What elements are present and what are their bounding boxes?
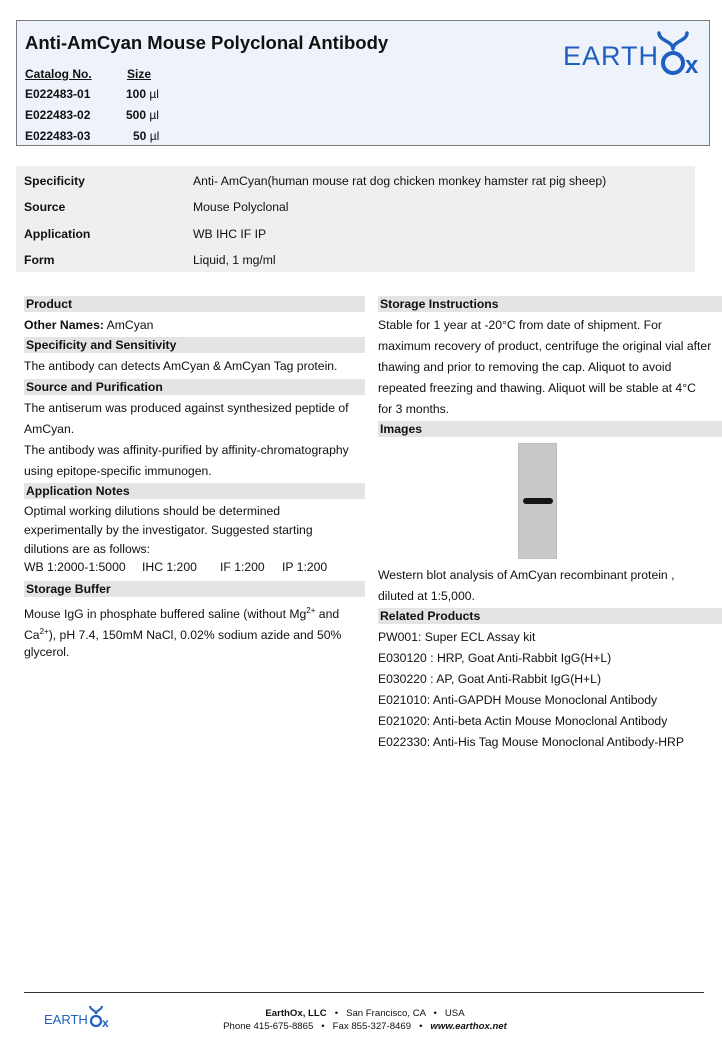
page-title: Anti-AmCyan Mouse Polyclonal Antibody <box>25 32 389 53</box>
application-text: experimentally by the investigator. Suggested starting <box>24 523 313 537</box>
size-value: 100 µl <box>126 87 159 101</box>
catalog-number: E022483-01 <box>25 87 91 101</box>
related-product: E021020: Anti-beta Actin Mouse Monoclonal Antibody <box>378 714 668 728</box>
storage-text: repeated freezing and thawing. Aliquot will be stable at 4°C <box>378 381 696 395</box>
section-header-specificity: Specificity and Sensitivity <box>24 337 365 353</box>
specificity-text: The antibody can detects AmCyan & AmCyan Tag protein. <box>24 359 338 373</box>
spec-value: Mouse Polyclonal <box>193 200 289 214</box>
section-header-images: Images <box>378 421 722 437</box>
product-header <box>16 20 710 146</box>
spec-label: Form <box>24 253 55 267</box>
section-header-storage: Storage Instructions <box>378 296 722 312</box>
application-text: Optimal working dilutions should be determined <box>24 504 281 518</box>
storage-text: Stable for 1 year at -20°C from date of shipment. For <box>378 318 662 332</box>
size-header: Size <box>127 67 152 81</box>
svg-text:x: x <box>685 52 699 79</box>
footer-logo-text: EARTH <box>44 1012 88 1027</box>
catalog-number: E022483-03 <box>25 129 91 143</box>
section-header-product: Product <box>24 296 365 312</box>
spec-value: Liquid, 1 mg/ml <box>193 253 276 267</box>
related-product: E030120 : HRP, Goat Anti-Rabbit IgG(H+L) <box>378 651 612 665</box>
footer-address: EarthOx, LLC • San Francisco, CA • USA <box>265 1008 465 1019</box>
blot-band <box>523 498 553 504</box>
application-text: dilutions are as follows: <box>24 542 150 556</box>
buffer-text: Mouse IgG in phosphate buffered saline (without $Mg^{2+}$ and <box>24 606 340 622</box>
source-text: The antibody was affinity-purified by affinity-chromatography <box>24 443 349 457</box>
section-header-application: Application Notes <box>24 483 365 499</box>
storage-text: thawing and prior to removing the cap. Aliquot to avoid <box>378 360 672 374</box>
other-names: Other Names: AmCyan <box>24 318 154 332</box>
spec-label: Specificity <box>24 174 85 188</box>
dilution-wb: WB 1:2000-1:5000 <box>24 560 126 574</box>
size-value: 50 µl <box>133 129 160 143</box>
dilution-ip: IP 1:200 <box>282 560 328 574</box>
footer-logo-mark-icon <box>90 1006 109 1030</box>
section-header-source: Source and Purification <box>24 379 365 395</box>
footer-contact: Phone 415-675-8865 • Fax 855-327-8469 • www.earthox.net <box>223 1021 507 1032</box>
logo-text: EARTH <box>563 41 660 71</box>
catalog-number: E022483-02 <box>25 108 91 122</box>
related-product: PW001: Super ECL Assay kit <box>378 630 536 644</box>
source-text: The antiserum was produced against synthesized peptide of <box>24 401 349 415</box>
spec-value: Anti- AmCyan(human mouse rat dog chicken monkey hamster rat pig sheep) <box>193 174 607 188</box>
related-product: E021010: Anti-GAPDH Mouse Monoclonal Antibody <box>378 693 658 707</box>
footer-divider <box>24 992 704 993</box>
spec-table <box>16 166 695 272</box>
catalog-header: Catalog No. <box>25 67 92 81</box>
storage-text: for 3 months. <box>378 402 450 416</box>
source-text: AmCyan. <box>24 422 75 436</box>
svg-text:x: x <box>102 1016 109 1030</box>
website-link[interactable]: www.earthox.net <box>430 1021 507 1032</box>
related-product: E030220 : AP, Goat Anti-Rabbit IgG(H+L) <box>378 672 602 686</box>
image-caption: Western blot analysis of AmCyan recombinant protein , <box>378 568 675 582</box>
related-product: E022330: Anti-His Tag Mouse Monoclonal Antibody-HRP <box>378 735 684 749</box>
section-header-buffer: Storage Buffer <box>24 581 365 597</box>
source-text: using epitope-specific immunogen. <box>24 464 212 478</box>
storage-text: maximum recovery of product, centrifuge the original vial after <box>378 339 712 353</box>
spec-value: WB IHC IF IP <box>193 227 267 241</box>
earthox-logo <box>561 27 711 83</box>
logo-mark-icon <box>659 33 699 79</box>
section-header-related: Related Products <box>378 608 722 624</box>
dilution-if: IF 1:200 <box>220 560 265 574</box>
footer-logo <box>44 1004 114 1030</box>
buffer-text: glycerol. <box>24 645 70 659</box>
image-caption: diluted at 1:5,000. <box>378 589 475 603</box>
dilution-ihc: IHC 1:200 <box>142 560 197 574</box>
western-blot-image <box>518 443 557 559</box>
spec-label: Application <box>24 227 91 241</box>
buffer-text: $Ca^{2+}$), pH 7.4, 150mM NaCl, 0.02% sodium azide and 50% <box>24 627 342 643</box>
spec-label: Source <box>24 200 66 214</box>
size-value: 500 µl <box>126 108 159 122</box>
